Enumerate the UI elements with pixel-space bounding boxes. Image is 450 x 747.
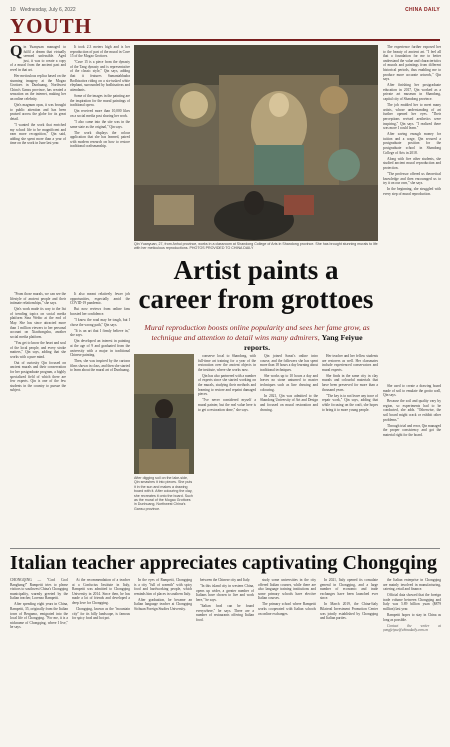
paragraph: the Italian enterprise in Chongqing are mainly involved in manufacturing, catering, retail and finance. [383,578,441,592]
section-rule [10,39,440,41]
section-title: YOUTH [10,14,93,38]
paragraph: After spending eight years in China, Rampetti, 35, originally from the Italian town of Bergamo, emigrated into the local life of Chongqing. "For me, it is a nickname of Chongqing, where I live," he says. [10,602,68,630]
paragraph: "From those murals, we can see the lifestyle of ancient people and their intimate relationships," she says. [10,292,66,306]
page-number: 10 [10,7,16,13]
paragraph: At the recommendation of a teacher at a Confucius Institute in Italy, Rampetti was admitted to Chongqing University in 2014. Since then, he has made a lot of friends and developed a deep love for Chongqing. [72,578,130,605]
paragraph: Because the soil and quality vary by region, so experiments had to be conducted, she adds. "Otherwise, the soil board might crack or exhibit other problems." [383,399,441,422]
paragraph: She finds in the same city in clay murals and colourful materials that have been preserved for more than a thousand years. [322,373,378,392]
secondary-photo [134,354,194,474]
deck-text: Mural reproduction boosts online popularity and sees her fame grow, as technique and attention to detail wins many admirers, [144,323,370,342]
lead-column-3 [10,292,66,535]
paragraph: "I know the road may be tough, but I chose the wrong path," Qin says. [70,317,130,327]
lead-deck [138,323,376,353]
paragraph: The work displays the colour application that she has learned, paired with modern research on how to restore traditional craftsmanship. [70,130,130,149]
paper-name: CHINA DAILY [405,7,440,13]
paragraph: Official data showed that the foreign trade volume between Chongqing and Italy was 5.89 billion yuan ($879 million) last year. [383,593,441,612]
artist-photo-illustration [134,354,194,474]
paragraph: In March 2019, the China-Italy Bilateral Investment Promotion Center was jointly established by Chongqing and Italian parties. [320,602,378,621]
paragraph: conserve local to Shandong, with full-time art training for a year of the restoration over the ancient objects in the institute, where she works now. [198,354,256,372]
paragraph: Her teacher and her fellow students are restorers as well. Her classmates include experienced conservators and mural experts. [322,354,378,372]
paragraph: Qin developed an interest in painting at the age of 9 and graduated from the university with a major in traditional Chinese painting. [70,339,130,358]
paragraph: Some of the images in the painting are the inspiration for the mural paintings of traditional opera. [70,93,130,108]
mural-photo-illustration [134,45,378,241]
second-column-4 [196,578,254,740]
second-column-2 [72,578,130,740]
paragraph: In 2021, Qin was admitted to the Shandong University of Art and Design and focused on mural restoration and drawing. [260,393,318,412]
paragraph: Along with five other students, she studied ancient mural reproduction and protection. [383,156,441,170]
paragraph: "I've never considered myself a mural painter, but the real value here is to get a restoration done," she says. [198,398,256,412]
paragraph: "You get to know the heart and soul of the local people, and every stroke matters," Qin says, adding that she works with a pure mind. [10,340,66,359]
second-column-3 [134,578,192,740]
masthead-left [10,7,79,13]
paragraph: Through trial and error, Qin managed the proper consistency and got the material right for the board. [383,423,441,437]
paragraph: But now reviews from online fans boosted her confidence. [70,307,130,316]
lead-column-2 [70,45,130,290]
paragraph: "In this island city in western China, opens up wider, a greater number of Italians have chosen to live and work here," he says. [196,584,254,602]
contact-note: Contact the writer at yangfeiyue@chinadaily.com.cn [383,623,441,633]
paragraph: After saving enough money for tuition and a wage, Qin secured a postgraduate position for the postgraduate school in Shandong College of Arts in 2018. [383,132,441,155]
paragraph: In the eyes of Rampetti, Chongqing is a city "full of warmth" with spicy food and hardworking people, which reminds him of places in southern Italy. [134,578,192,596]
lead-photo-caption: Qin Yuanyuan, 27, from Anhui province, works in a classroom at Shandong College of Arts in Shandong province. She has brought stunning murals to life with her meticulous reproductions. PHOTOS PROVIDED TO CHINA DAILY [134,242,378,251]
paragraph: The job enabled her to meet many artists, whose understanding of art further opened her eyes. "Their perceptions revised aesthetics were inspiring," Qin says. "I realized there was more I could learn." [383,103,441,131]
paragraph: Chongqing, known as the "mountain city" for its hilly landscape, is famous for spicy food and hot pot. [72,607,130,621]
paragraph: "The professor offered us theoretical knowledge and then encouraged us to try it on our own," she says. [383,171,441,186]
paragraph: between the Chinese city and Italy. [200,578,251,582]
paragraph: "The key is to not leave any trace of repair work," Qin says, adding that while focusing on the craft, she hopes to bring it to more young people. [322,393,378,412]
paragraph: The experience further exposed her to the beauty of ancient art. "I feel all that a foundation for me to better understand the value and characteristics of murals and paintings from different historical periods, thus enabling me to produce more accurate artwork," Qin says. [383,45,441,82]
second-headline: Italian teacher appreciates captivating Chongqing [10,552,438,574]
dropcap: Q [10,45,23,60]
paragraph: in Yuanyuan managed to fulfil a dream that virtually seemed unfeasible. Aged just, it was to create a copy of a mural from the ancient past and revel in that art. [10,45,66,72]
paragraph: "I also came into the site was in the same state as the original," Qin says. [70,119,130,129]
paragraph: She works up to 10 hours a day and leaves no stone unturned to master techniques such as line drawing and colouring. [260,373,318,392]
paragraph: The primary school where Rampetti works cooperated with Italian schools on online exchanges. [258,602,316,616]
secondary-photo-caption: After digging soil on the lake-side, Qin smashes it into pieces. She puts it in the sun and makes a drawing board with it. After colouring the clay, she recreates it onto the board. Such as the mural of the Mogao Grottoes in Dunhuang, Northwest China's Gansu province. [134,476,193,511]
paragraph: "Italian food can be found everywhere," he says. There are a number of restaurants offering Italian food. [196,603,254,622]
paragraph: Qin joined Sanxi's online intro course, and the followers she has spent more than 18 hours a day learning about traditional techniques. [260,354,318,372]
paragraph: It also meant relatively fewer job opportunities, especially amid the COVID-19 pandemic. [70,292,130,306]
lead-column-5 [198,354,256,544]
paragraph: study some universities in the city offered Italian courses, while there are also language training institutions and some primary schools have elective Italian courses. [258,578,316,601]
second-column-1 [10,578,68,740]
byline: Yang Feiyue reports. [243,333,363,352]
second-column-5 [258,578,316,740]
paragraph: Rampetti hopes to stay in China as long as possible. [383,613,441,622]
paragraph: Qin's magnum opus, it was brought to public attention and has been praised across the globe for its great detail. [10,103,66,121]
paragraph: Out of curiosity Qin focused on ancient murals and their conservation for her postgraduate program, a highly specialized field of which there are few experts. Qin is one of the few students in the country to pursue the subject. [10,360,66,393]
second-column-7 [383,578,441,740]
paragraph: Her meticulous replica based on the stunning imagery at the Mogao Grottoes in Dunhuang, Northwest China's Gansu province, has created a sensation on the internet, making her an online celebrity. [10,74,66,102]
issue-date: Wednesday, July 6, 2022 [19,7,76,13]
paragraph: She used to create a drawing board made of soil to emulate the grotto wall, Qin says. [383,384,441,398]
paragraph: Qin's work made its way to the list of trending topics on social media platform Sina Weibo at the end of May. She has since attracted more than 1 million viewers to her personal account on Xiaohongshu, another social media platform. [10,307,66,339]
paragraph: Then, she was inspired by the cartoon films shown in class, and then she started to learn about the mural art of Dunhuang. [70,359,130,373]
paragraph: After finishing her postgraduate education in 2017, Qin worked as a private art museum in Shandong, capital city of Shandong province. [383,83,441,102]
paragraph: After graduation, he became an Italian language teacher at Chongqing Sichuan Foreign Studies University. [134,597,192,612]
lead-column-6 [260,354,318,544]
paragraph: In the beginning, she struggled with every step of mural reproduction. [383,187,441,196]
paragraph: Qin has also partnered with a number of experts since she started working on the murals, studying their methods and learning to restore and repaint damaged pieces. [198,373,256,397]
lead-column-7 [322,354,378,544]
lead-photo [134,45,378,241]
paragraph: It took 2.3 meters high and is her reproduction of part of the mural in Cave 15 of the Mogao Grottoes. [70,45,130,59]
lead-column-4 [70,292,130,535]
paragraph: "I wanted the work that enriched my school life to be magnificent and earn more recognition," Qin said, adding she spent more than a year of time on the work in June last year. [10,123,66,146]
paragraph: "It is an art that I firmly believe in," she says. [70,328,130,338]
lead-column-9 [383,384,441,544]
paragraph: Qin received more than 10,000 likes on a social media post sharing her work. [70,109,130,118]
lead-column-8 [383,45,441,381]
lead-column-1 [10,45,66,290]
paragraph: CHONGQING — "Cool Cool Bangbang!" Rampetti tries to please visitors to southwest China's Chongqing municipality, warmly greeted by the Italian teacher, Lorenzo Rampetti. [10,578,68,601]
lead-headline: Artist paints a career from grottoes [138,255,374,314]
paragraph: In 2021, Italy opened its consulate general in Chongqing, and a large number of economic and trade exchanges have been launched ever since. [320,578,378,601]
story-divider [10,548,440,549]
paragraph: "Cave 15 is a piece from the dynasty of the Tang dynasty and is representative of the classic style," Qin says, adding that it features Samantabhadra Bodhisattva riding on a six-tusked white elephant, surrounded by bodhisattvas and attendants. [70,60,130,92]
second-column-6 [320,578,378,740]
